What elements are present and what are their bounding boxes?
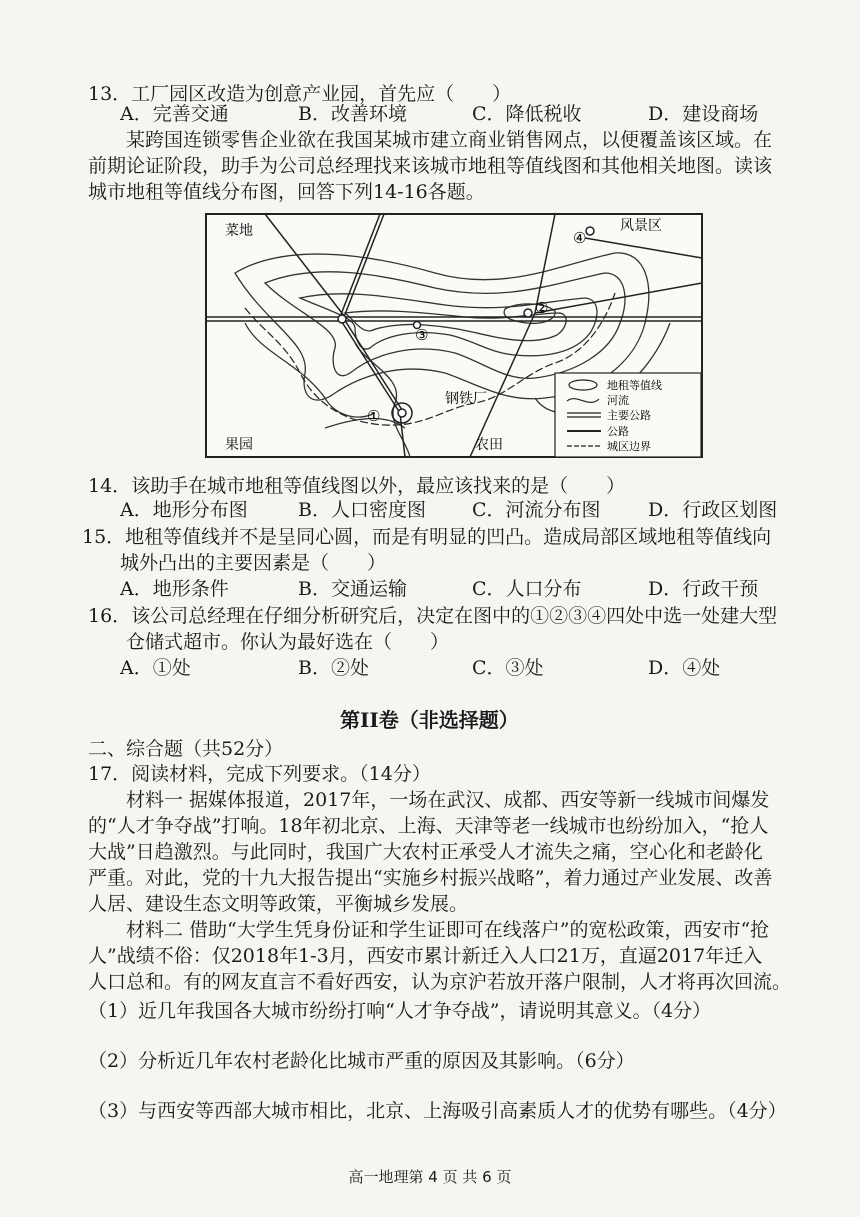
point-4: ④ (573, 229, 587, 247)
q17-sub-1: （1）近几年我国各大城市纷纷打响“人才争夺战”，请说明其意义。（4分） (88, 1000, 712, 1022)
intro-line-1: 某跨国连锁零售企业欲在我国某城市建立商业销售网点，以便覆盖该区域。在 (88, 129, 773, 151)
intro-line-2: 前期论证阶段，助手为公司总经理找来该城市地租等值线图和其他相关地图。读该 (88, 155, 773, 177)
label-farmland: 农田 (475, 437, 503, 453)
junction-circle (586, 227, 594, 235)
land-rent-map (205, 213, 703, 458)
page-footer: 高一地理第 4 页 共 6 页 (348, 1168, 512, 1186)
intro-line-3: 城市地租等值线分布图，回答下列14-16各题。 (88, 181, 485, 203)
q16-stem-2: 仓储式超市。你认为最好选在（ ） (88, 631, 450, 653)
q16-stem-1: 16．该公司总经理在仔细分析研究后，决定在图中的①②③④四处中选一处建大型 (88, 605, 778, 627)
map-legend (555, 373, 701, 457)
q14-option-c: C．河流分布图 (472, 499, 601, 521)
q13-option-a: A．完善交通 (120, 103, 229, 125)
q16-option-d: D．④处 (648, 657, 721, 679)
q15-stem-1: 15．地租等值线并不是呈同心圆，而是有明显的凹凸。造成局部区域地租等值线向 (82, 526, 772, 548)
material2-line-3: 人口总和。有的网友直言不看好西安，认为京沪若放开落户限制，人才将再次回流。 (88, 971, 792, 993)
q15-option-b: B．交通运输 (298, 578, 407, 600)
material1-line-3: 大战”日趋激烈。与此同时，我国广大农村正承受人才流失之痛，空心化和老龄化 (88, 841, 763, 863)
q14-option-d: D．行政区划图 (648, 499, 778, 521)
q14-option-b: B．人口密度图 (298, 499, 426, 521)
point-1: ① (367, 407, 381, 425)
q15-option-a: A．地形条件 (120, 578, 229, 600)
material1-line-2: 的“人才争夺战”打响。18年初北京、上海、天津等老一线城市也纷纷加入，“抢人 (88, 815, 769, 837)
q14-stem: 14．该助手在城市地租等值线图以外，最应该找来的是（ ） (88, 475, 626, 497)
legend-contour: 地租等值线 (607, 379, 662, 392)
q13-stem: 13．工厂园区改造为创意产业园，首先应（ ） (88, 83, 512, 105)
q13-option-b: B．改善环境 (298, 103, 407, 125)
material2-line-1: 材料二 借助“大学生凭身份证和学生证即可在线落户”的宽松政策，西安市“抢 (88, 919, 770, 941)
q15-option-d: D．行政干预 (648, 578, 759, 600)
label-scenic: 风景区 (620, 218, 662, 234)
q15-stem-2: 城外凸出的主要因素是（ ） (82, 552, 387, 574)
legend-boundary: 城区边界 (607, 440, 651, 453)
junction-circle (398, 409, 406, 417)
material1-line-1: 材料一 据媒体报道，2017年，一场在武汉、成都、西安等新一线城市间爆发 (88, 789, 770, 811)
q17-stem: 17．阅读材料，完成下列要求。（14分） (88, 763, 431, 785)
q13-option-d: D．建设商场 (648, 103, 759, 125)
q13-option-c: C．降低税收 (472, 103, 582, 125)
material1-line-4: 严重。对此，党的十九大报告提出“实施乡村振兴战略”，着力通过产业发展、改善 (88, 867, 773, 889)
q16-option-a: A．①处 (120, 657, 191, 679)
q15-option-c: C．人口分布 (472, 578, 582, 600)
legend-river: 河流 (607, 394, 629, 407)
label-steel: 钢铁厂 (445, 391, 487, 407)
q16-option-b: B．②处 (298, 657, 369, 679)
point-3: ③ (415, 326, 429, 344)
material1-line-5: 人居、建设生态文明等政策，平衡城乡发展。 (88, 893, 469, 915)
legend-main-road: 主要公路 (607, 409, 651, 422)
point-2: ② (535, 299, 549, 317)
q14-option-a: A．地形分布图 (120, 499, 248, 521)
label-orchard: 果园 (225, 437, 253, 453)
section-title: 第II卷（非选择题） (340, 708, 519, 732)
part-heading: 二、综合题（共52分） (88, 738, 284, 760)
junction-circle (524, 309, 532, 317)
q16-option-c: C．③处 (472, 657, 544, 679)
q17-sub-2: （2）分析近几年农村老龄化比城市严重的原因及其影响。（6分） (88, 1050, 635, 1072)
material2-line-2: 人”战绩不俗：仅2018年1-3月，西安市累计新迁入人口21万，直逼2017年迁入 (88, 945, 763, 967)
junction-circle (338, 315, 346, 323)
label-vegetable: 菜地 (225, 223, 253, 239)
legend-road: 公路 (607, 425, 629, 438)
q17-sub-3: （3）与西安等西部大城市相比，北京、上海吸引高素质人才的优势有哪些。（4分） (88, 1100, 787, 1122)
